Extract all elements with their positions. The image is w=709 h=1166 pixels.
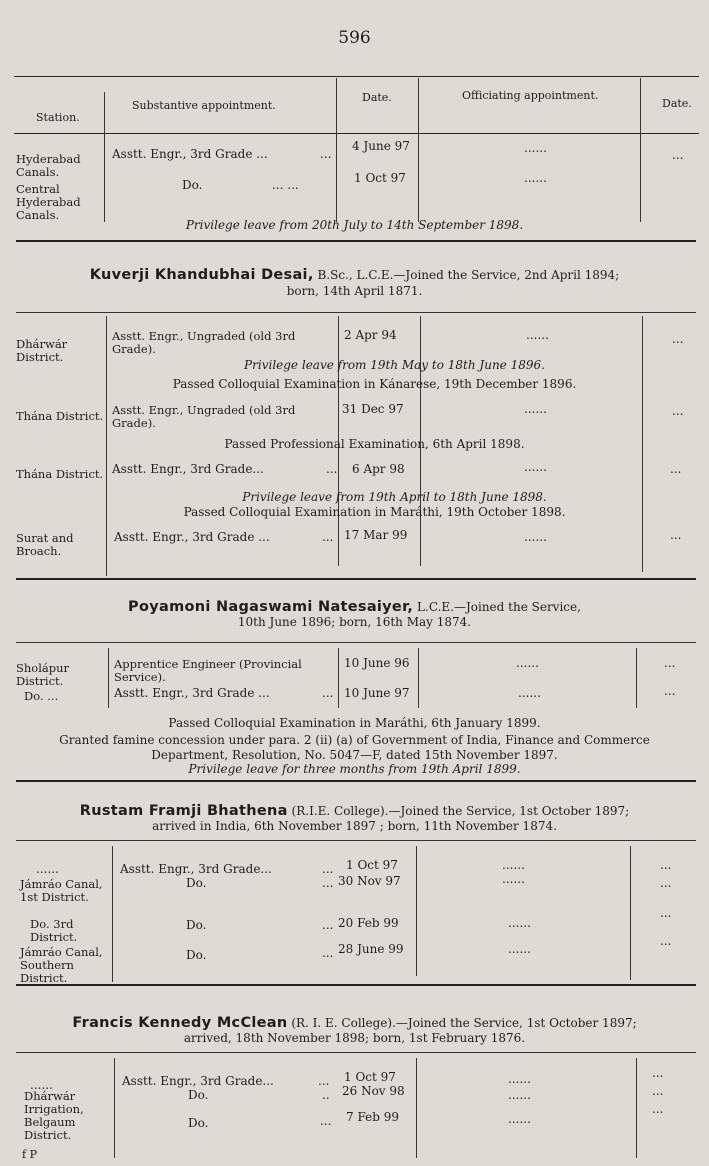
exam-note: Passed Colloquial Examination in Maráthi, 6th January 1899. — [168, 716, 541, 730]
column-divider — [418, 648, 419, 708]
date-cell: 10 June 97 — [344, 686, 410, 700]
section-rule — [16, 780, 696, 782]
appointment-cell: Asstt. Engr., 3rd Grade... — [120, 862, 272, 876]
row-rule — [16, 312, 696, 313]
separator-dots: ... — [322, 918, 334, 932]
station-cell: Jámráo Canal, Southern District. — [20, 945, 103, 985]
station-cell: Dhárwár District. — [16, 337, 68, 364]
separator-dots: ... — [322, 876, 334, 890]
exam-note: Passed Professional Examination, 6th April 1898. — [224, 437, 525, 451]
station-cell: Sholápur District. — [16, 661, 70, 688]
column-divider — [640, 78, 641, 222]
date-cell: 30 Nov 97 — [338, 874, 401, 888]
column-divider — [104, 92, 105, 222]
officer-details: B.Sc., L.C.E.—Joined the Service, 2nd April 1894; — [317, 268, 620, 282]
station-cell: Thána District. — [16, 467, 104, 481]
table-header — [14, 76, 699, 134]
officer-details: (R. I. E. College).—Joined the Service, 1st October 1897; — [291, 1016, 637, 1030]
page-number: 596 — [338, 28, 371, 48]
station-cell: Central Hyderabad Canals. — [16, 182, 81, 222]
separator-dots: ... — [322, 862, 334, 876]
officer-details-line: arrived in India, 6th November 1897 ; born, 11th November 1874. — [152, 819, 557, 833]
officiating-cell: ...... — [508, 1088, 531, 1102]
officer-name-heading — [0, 1016, 709, 1031]
column-divider — [630, 846, 631, 980]
separator-dots: ... — [322, 946, 334, 960]
column-divider — [418, 78, 419, 222]
appointment-cell: Asstt. Engr., 3rd Grade ... — [114, 530, 270, 544]
column-divider — [114, 1058, 115, 1158]
appointment-cell: Apprentice Engineer (Provincial Service). — [114, 657, 302, 684]
appointment-cell: Asstt. Engr., 3rd Grade... — [122, 1074, 274, 1088]
officiating-cell: ...... — [524, 530, 547, 544]
officer-name: Rustam Framji Bhathena — [79, 803, 288, 819]
separator-dots: ... ... — [272, 178, 299, 192]
separator-dots: ... — [320, 147, 332, 161]
separator-dots: ... — [320, 1114, 332, 1128]
column-divider — [636, 1058, 637, 1158]
date2-cell: ... — [664, 656, 676, 670]
column-divider — [636, 648, 637, 708]
officiating-cell: ...... — [524, 171, 547, 185]
date2-cell: ... — [660, 876, 672, 890]
leave-note: Privilege leave from 19th April to 18th June 1898. — [242, 490, 547, 504]
date-cell: 6 Apr 98 — [352, 462, 405, 476]
officer-name-heading — [0, 268, 709, 283]
appointment-cell: Asstt. Engr., Ungraded (old 3rd Grade). — [112, 403, 296, 430]
date-cell: 28 June 99 — [338, 942, 404, 956]
column-divider — [338, 648, 339, 708]
row-rule — [16, 840, 696, 841]
footer-signature-mark: f P — [22, 1148, 37, 1161]
appointment-cell: Asstt. Engr., 3rd Grade ... — [112, 147, 268, 161]
date-cell: 26 Nov 98 — [342, 1084, 405, 1098]
officiating-cell: ...... — [502, 872, 525, 886]
officer-name: Francis Kennedy McClean — [72, 1015, 288, 1031]
header-date: Date. — [362, 91, 392, 104]
separator-dots: .. — [322, 1088, 330, 1102]
section-rule — [16, 240, 696, 242]
officiating-cell: ...... — [524, 402, 547, 416]
officiating-cell: ...... — [524, 460, 547, 474]
column-divider — [108, 648, 109, 708]
row-rule — [16, 642, 696, 643]
appointment-cell: Asstt. Engr., 3rd Grade ... — [114, 686, 270, 700]
date-cell: 17 Mar 99 — [344, 528, 408, 542]
officer-name-heading — [0, 804, 709, 819]
column-divider — [112, 846, 113, 982]
separator-dots: ... — [318, 1074, 330, 1088]
station-cell: Jámráo Canal, 1st District. — [20, 877, 103, 904]
appointment-cell: Do. — [188, 1116, 209, 1130]
leave-note: Privilege leave for three months from 19th April 1899. — [188, 762, 521, 776]
row-rule — [16, 1052, 696, 1053]
station-cell: Do. ... — [24, 689, 59, 703]
column-divider — [416, 846, 417, 976]
date2-cell: ... — [672, 148, 684, 162]
appointment-cell: Do. — [186, 876, 207, 890]
date2-cell: ... — [660, 858, 672, 872]
officiating-cell: ...... — [526, 328, 549, 342]
date-cell: 1 Oct 97 — [346, 858, 398, 872]
officiating-cell: ...... — [524, 141, 547, 155]
officiating-cell: ...... — [516, 656, 539, 670]
separator-dots: ... — [326, 462, 338, 476]
officer-details: (R.I.E. College).—Joined the Service, 1st October 1897; — [291, 804, 630, 818]
concession-note: Department, Resolution, No. 5047—F, dated 15th November 1897. — [151, 748, 558, 762]
officer-name: Kuverji Khandubhai Desai, — [89, 267, 314, 283]
exam-note: Passed Colloquial Examination in Kánarese, 19th December 1896. — [172, 377, 577, 391]
leave-note: Privilege leave from 20th July to 14th September 1898. — [185, 218, 524, 232]
date2-cell: ... — [672, 332, 684, 346]
date2-cell: ... — [652, 1066, 664, 1080]
station-cell: Hyderabad Canals. — [16, 152, 81, 179]
officer-details-line: 10th June 1896; born, 16th May 1874. — [237, 615, 472, 629]
date2-cell: ... — [670, 462, 682, 476]
station-cell: Dhárwár Irrigation, Belgaum District. — [24, 1089, 84, 1142]
date-cell: 1 Oct 97 — [354, 171, 406, 185]
appointment-cell: Do. — [186, 948, 207, 962]
officer-details-line: arrived, 18th November 1898; born, 1st February 1876. — [183, 1031, 526, 1045]
appointment-cell: Do. — [186, 918, 207, 932]
header-substantive: Substantive appointment. — [132, 99, 276, 112]
date2-cell: ... — [660, 906, 672, 920]
date-cell: 10 June 96 — [344, 656, 410, 670]
appointment-cell: Asstt. Engr., 3rd Grade... — [112, 462, 264, 476]
separator-dots: ... — [322, 530, 334, 544]
header-officiating: Officiating appointment. — [462, 89, 599, 102]
date-cell: 2 Apr 94 — [344, 328, 397, 342]
date-cell: 31 Dec 97 — [342, 402, 404, 416]
appointment-cell: Do. — [182, 178, 203, 192]
date2-cell: ... — [652, 1102, 664, 1116]
officer-details: L.C.E.—Joined the Service, — [417, 600, 581, 614]
date2-cell: ... — [670, 528, 682, 542]
concession-note: Granted famine concession under para. 2 (ii) (a) of Government of India, Finance and Commerce — [59, 733, 650, 747]
date2-cell: ... — [664, 684, 676, 698]
station-cell: ...... — [36, 862, 59, 876]
date-cell: 1 Oct 97 — [344, 1070, 396, 1084]
header-date-2: Date. — [662, 97, 692, 110]
appointment-cell: Do. — [188, 1088, 209, 1102]
officiating-cell: ...... — [508, 1112, 531, 1126]
officiating-cell: ...... — [502, 858, 525, 872]
column-divider — [336, 78, 337, 222]
officiating-cell: ...... — [508, 916, 531, 930]
leave-note: Privilege leave from 19th May to 18th June 1896. — [244, 358, 545, 372]
officer-details-line: born, 14th April 1871. — [286, 284, 423, 298]
officer-name: Poyamoni Nagaswami Natesaiyer, — [128, 599, 414, 615]
section-rule — [16, 984, 696, 986]
date-cell: 20 Feb 99 — [338, 916, 399, 930]
date2-cell: ... — [672, 404, 684, 418]
station-cell: Surat and Broach. — [16, 531, 74, 558]
separator-dots: ... — [322, 686, 334, 700]
date-cell: 4 June 97 — [352, 139, 410, 153]
station-cell: Do. 3rd District. — [30, 917, 78, 944]
station-cell: ...... — [30, 1078, 53, 1092]
date2-cell: ... — [652, 1084, 664, 1098]
date2-cell: ... — [660, 934, 672, 948]
header-station: Station. — [36, 111, 80, 124]
section-rule — [16, 578, 696, 580]
appointment-cell: Asstt. Engr., Ungraded (old 3rd Grade). — [112, 329, 296, 356]
officiating-cell: ...... — [508, 942, 531, 956]
officiating-cell: ...... — [518, 686, 541, 700]
officer-name-heading — [0, 600, 709, 615]
column-divider — [416, 1058, 417, 1158]
station-cell: Thána District. — [16, 409, 104, 423]
officiating-cell: ...... — [508, 1072, 531, 1086]
date-cell: 7 Feb 99 — [346, 1110, 399, 1124]
exam-note: Passed Colloquial Examination in Maráthi, 19th October 1898. — [183, 505, 566, 519]
